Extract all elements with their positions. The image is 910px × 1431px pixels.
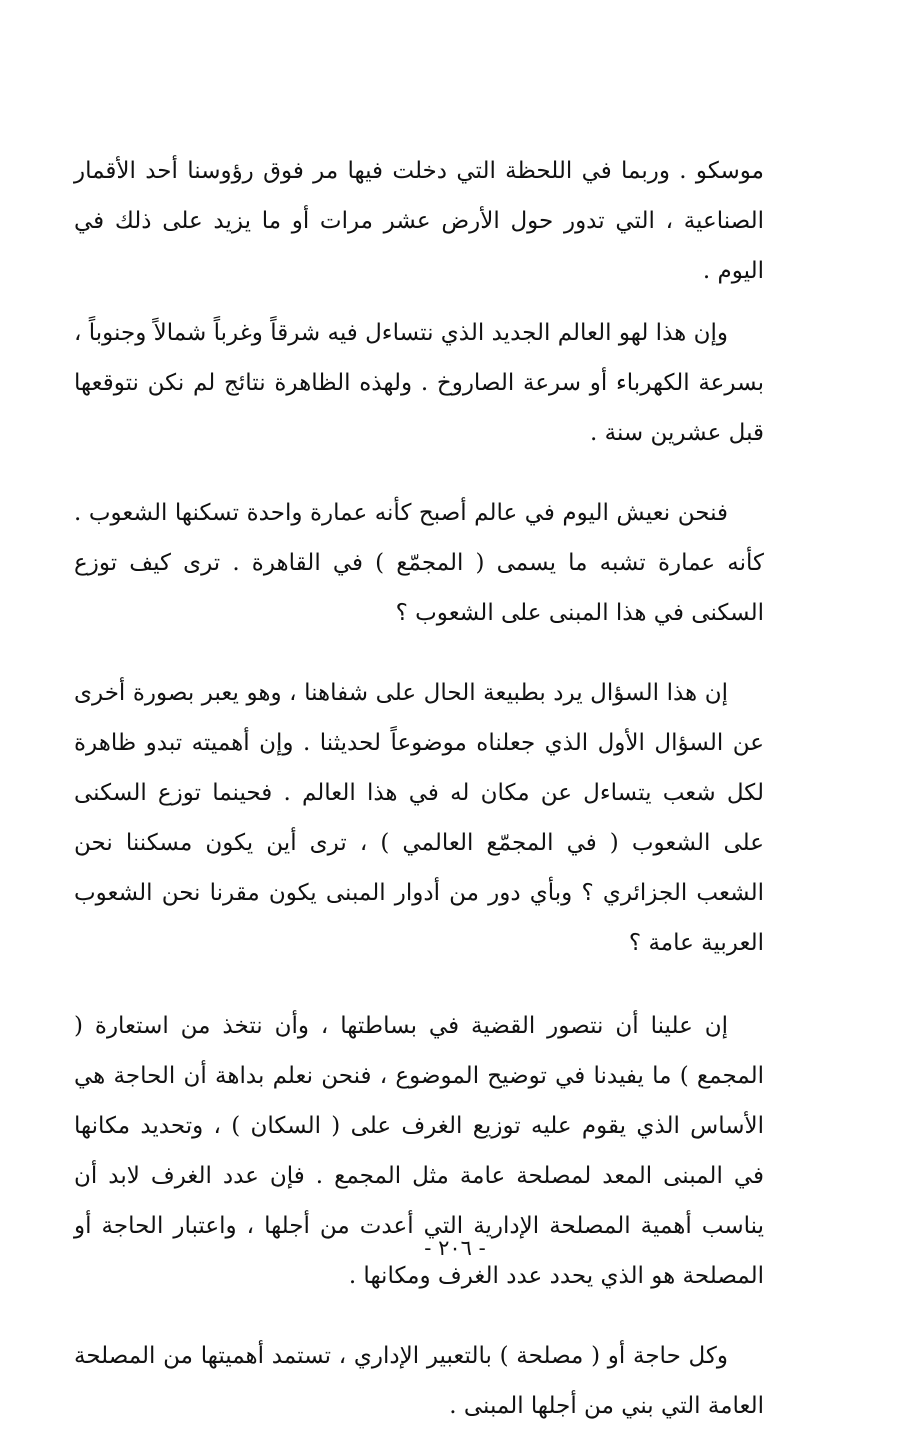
paragraph-3: فنحن نعيش اليوم في عالم أصبح كأنه عمارة واحدة تسكنها الشعوب . كأنه عمارة تشبه ما يسمى ( المجمّع ) في القاهرة . ترى كيف توزع السكنى في هذا المبنى على الشعوب ؟ <box>74 500 764 626</box>
paragraph-4: إن هذا السؤال يرد بطبيعة الحال على شفاهنا ، وهو يعبر بصورة أخرى عن السؤال الأول الذي جعلناه موضوعاً لحديثنا . وإن أهميته تبدو ظاهرة لكل شعب يتساءل عن مكان له في هذا العالم . فحينما توزع السكنى على الشعوب ( في المجمّع العالمي ) ، ترى أين يكون مسكننا نحن الشعب الجزائري ؟ وبأي دور من أدوار المبنى يكون مقرنا نحن الشعوب العربية عامة ؟ <box>74 680 764 956</box>
paragraph-6: وكل حاجة أو ( مصلحة ) بالتعبير الإداري ، تستمد أهميتها من المصلحة العامة التي بني من أجلها المبنى . <box>74 1343 764 1419</box>
paragraph-5: إن علينا أن نتصور القضية في بساطتها ، وأن نتخذ من استعارة ( المجمع ) ما يفيدنا في توضيح الموضوع ، فنحن نعلم بداهة أن الحاجة هي الأساس الذي يقوم عليه توزيع الغرف على ( السكان ) ، وتحديد مكانها في المبنى المعد لمصلحة عامة مثل المجمع . فإن عدد الغرف لابد أن يناسب أهمية المصلحة الإدارية التي أعدت من أجلها ، واعتبار الحاجة أو المصلحة هو الذي يحدد عدد الغرف ومكانها . <box>74 1013 764 1289</box>
paragraph-1: موسكو . وربما في اللحظة التي دخلت فيها مر فوق رؤوسنا أحد الأقمار الصناعية ، التي تدور حول الأرض عشر مرات أو ما يزيد على ذلك في اليوم . <box>74 158 764 284</box>
paragraph-2: وإن هذا لهو العالم الجديد الذي نتساءل فيه شرقاً وغرباً شمالاً وجنوباً ، بسرعة الكهرباء أو سرعة الصاروخ . ولهذه الظاهرة نتائج لم نكن نتوقعها قبل عشرين سنة . <box>74 320 764 446</box>
page-number: - ٢٠٦ - <box>424 1236 486 1260</box>
